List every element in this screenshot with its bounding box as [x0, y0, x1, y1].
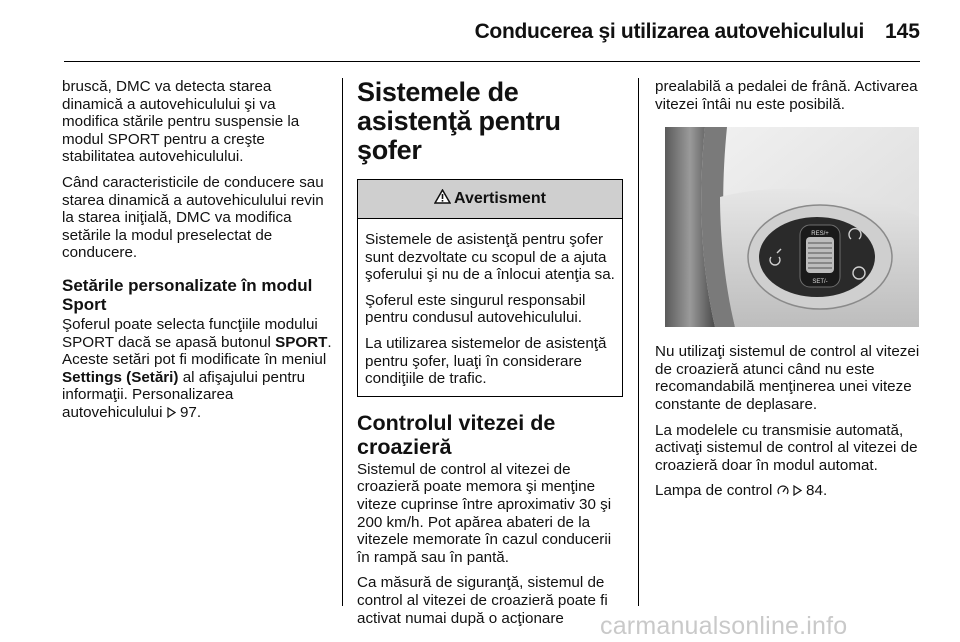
sport-button-label: SPORT — [275, 333, 328, 351]
paragraph: Şoferul poate selecta funcţiile modului SPORT dacă se apasă butonul SPORT. Aceste setări pot fi modificate în meniul Settings (Setări) al afişajului pentru informaţii. Personalizarea autovehiculului 97. — [62, 315, 332, 421]
settings-menu-label: Settings (Setări) — [62, 368, 179, 386]
column-middle — [357, 78, 625, 635]
section-title: Sistemele de asistenţă pentru şofer — [357, 77, 561, 165]
page-reference[interactable]: 84. — [806, 482, 828, 500]
paragraph: Sistemul de control al vitezei de croazieră poate memora şi menţine viteze cuprinse între aproximativ 30 şi 200 km/h. Pot apărea abateri de la vitezele memorate în cazul conducerii în rampă sau în pantă. — [357, 460, 612, 566]
paragraph: prealabilă a pedalei de frână. Activarea vitezei întâi nu este posibilă. — [655, 78, 918, 113]
column-divider — [638, 78, 639, 606]
column-divider — [342, 78, 343, 606]
warning-paragraph: La utilizarea sistemelor de asistenţă pentru şofer, luaţi în considerare condiţiile de trafic. — [365, 334, 607, 388]
warning-title: Avertisment — [454, 190, 546, 208]
set-label: SET/- — [812, 279, 828, 286]
res-label: RES/+ — [811, 231, 829, 238]
paragraph: bruscă, DMC va detecta starea dinamică a autovehiculului şi va modifica stările pentru suspensie la modul SPORT pentru a creşte stabilitatea autovehiculului. — [62, 78, 300, 166]
warning-body — [358, 219, 622, 396]
warning-header — [358, 180, 622, 219]
warning-paragraph: Şoferul este singurul responsabil pentru condusul autovehiculului. — [365, 291, 586, 327]
page-number: 145 — [884, 20, 920, 43]
column-left — [62, 78, 332, 430]
section-title: Controlul vitezei de croazieră — [357, 410, 556, 459]
paragraph: Când caracteristicile de conducere sau starea dinamică a autovehiculului revin la starea iniţială, DMC va modifica setările la modul preselectat de conducere. — [62, 173, 324, 262]
page-reference[interactable]: 97. — [179, 403, 202, 421]
header-rule — [64, 61, 920, 62]
cruise-control-lamp-icon — [777, 482, 789, 499]
paragraph: Nu utilizaţi sistemul de control al vitezei de croazieră atunci când nu este recomandabilă menţinerea unei viteze constante de deplasare. — [655, 343, 920, 413]
watermark: carmanualsonline.info — [600, 612, 848, 640]
page-header — [0, 0, 960, 64]
paragraph: Lampa de control 84. — [655, 482, 828, 500]
warning-box — [357, 179, 623, 397]
paragraph: Ca măsură de siguranţă, sistemul de control al vitezei de croazieră poate fi activat numai după o acţionare — [357, 574, 608, 627]
page-ref-arrow-icon — [167, 404, 176, 421]
warning-paragraph: Sistemele de asistenţă pentru şofer sunt dezvoltate cu scopul de a ajuta şoferului şi nu de a înlocui atenţia sa. — [365, 231, 615, 284]
column-right — [655, 78, 925, 508]
header-title: Conducerea şi utilizarea autovehiculului — [474, 20, 864, 43]
subheading: Setările personalizate în modul Sport — [62, 275, 313, 314]
page-ref-arrow-icon — [793, 482, 802, 499]
warning-triangle-icon — [434, 189, 454, 209]
paragraph: La modelele cu transmisie automată, activaţi sistemul de control al vitezei de croazieră doar în modul automat. — [655, 421, 918, 474]
steering-wheel-controls-image — [665, 127, 919, 327]
